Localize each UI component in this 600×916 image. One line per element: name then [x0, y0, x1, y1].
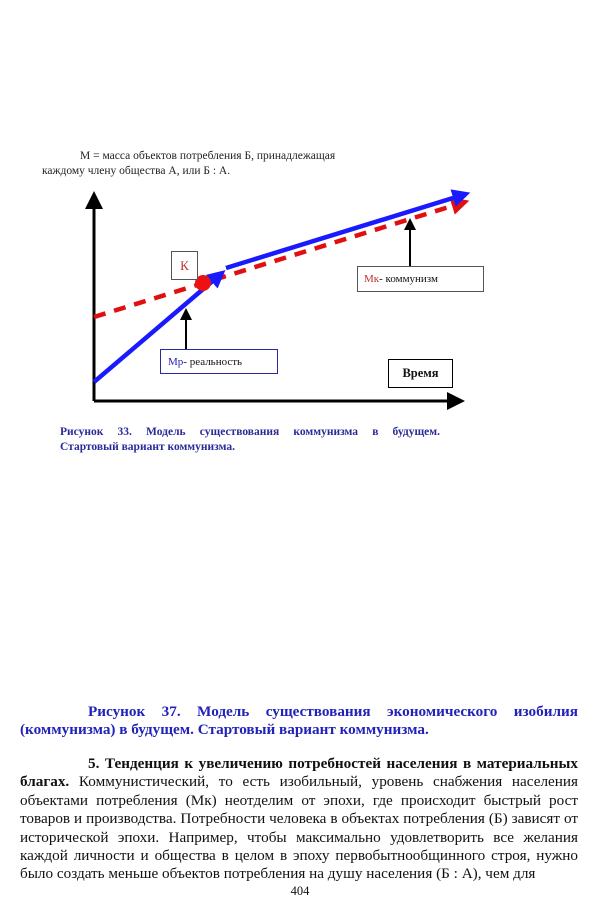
paragraph-text: Коммунистический, то есть изобильный, уровень снабжения населения объектами потребления (Мк) неотделим от эпохи, где происходит быстрый рост товаров и производства. Потребности человека в объектах потребления (Б) зависят от исторической эпохи. Например, чтобы максимально удовлетворить все желания каждой личности и общества в целом в эпоху первобытнообщинного строя, нужно было создать меньше объектов потребления на душу населения (Б : А), чем для [20, 773, 578, 883]
diagram-title-line1: M = масса объектов потребления Б, принадлежащая [80, 150, 336, 162]
label-mp-code: Мр [168, 355, 184, 368]
figure37-caption-line1: Рисунок 37. Модель существования экономического изобилия [88, 703, 578, 720]
diagram-title-line2: каждому члену общества А, или Б : А. [42, 165, 231, 177]
figure33-caption-line2: Стартовый вариант коммунизма. [60, 441, 235, 453]
page-number: 404 [290, 884, 310, 898]
label-mk-text: - коммунизм [379, 273, 438, 285]
figure37-caption-line2: (коммунизма) в будущем. Стартовый вариант коммунизма. [20, 721, 429, 738]
label-k-text: К [180, 257, 189, 273]
label-k [171, 251, 198, 280]
reality-line-2 [226, 194, 466, 268]
label-mk-code: Мк [364, 273, 380, 285]
label-time [388, 359, 453, 388]
label-mk [357, 266, 484, 292]
label-mp [160, 349, 278, 374]
figure33-caption-line1: Рисунок 33. Модель существования коммунизма в будущем. [60, 426, 440, 438]
section-heading: 5. Тенденция к увеличению потребностей населения в материальных благах. [20, 755, 578, 791]
body-paragraph [20, 755, 578, 884]
label-mp-text: - реальность [183, 355, 243, 368]
label-time-text: Время [402, 366, 439, 380]
